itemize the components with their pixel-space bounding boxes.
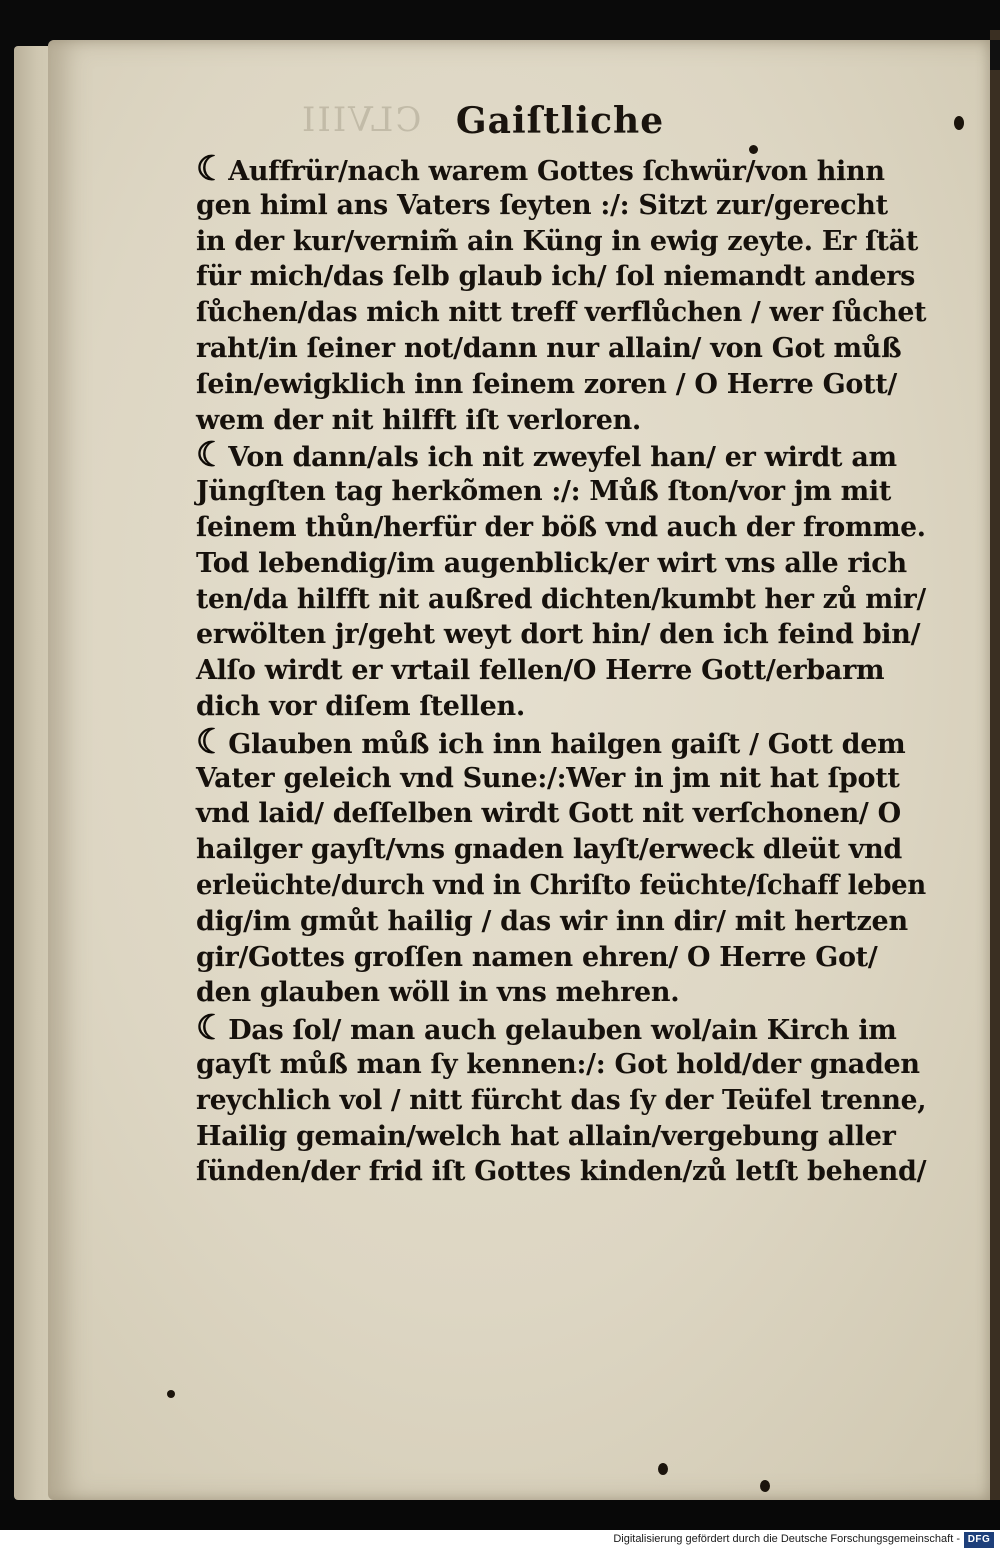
text-line — [196, 1047, 926, 1083]
footer-bar — [0, 1530, 1000, 1551]
text-line — [196, 403, 926, 439]
text-line — [196, 367, 926, 403]
text-line — [196, 224, 926, 260]
text-block — [196, 149, 927, 1190]
text-line — [196, 474, 926, 510]
text-line-content: Von dann/als ich nit zweyfel han/ er wirdt am — [228, 442, 897, 474]
ink-speck — [954, 116, 964, 130]
text-line-content: gir/Gottes groſſen namen ehren/ O Herre Got/ — [196, 941, 878, 973]
funding-credit: Digitalisierung gefördert durch die Deutsche Forschungsgemeinschaft - — [613, 1533, 960, 1545]
text-line — [196, 259, 926, 295]
edge-marker — [990, 40, 1000, 70]
running-head: Gaiſtliche — [455, 100, 665, 142]
text-line-content: ſünden/der frid iſt Gottes kinden/zů letſt behend/ — [196, 1156, 927, 1188]
text-line-content: Das ſol/ man auch gelauben wol/ain Kirch im — [228, 1015, 897, 1047]
text-line-content: erwölten jr/geht weyt dort hin/ den ich feind bin/ — [196, 619, 921, 651]
text-line — [196, 1154, 926, 1190]
text-line-content: dig/im gmůt hailig / das wir inn dir/ mit hertzen — [196, 905, 908, 937]
text-line — [196, 721, 926, 762]
text-line — [196, 1119, 926, 1155]
text-line-content: dich vor diſem ſtellen. — [196, 690, 525, 722]
text-line — [196, 940, 926, 976]
ink-speck — [749, 145, 758, 154]
text-line-content: Vater geleich vnd Sune:/:Wer in jm nit hat ſpott — [196, 762, 900, 794]
text-line-content: ſein/ewigklich inn ſeinem zoren / O Herre Gott/ — [196, 368, 897, 400]
text-line — [196, 868, 926, 904]
text-line — [196, 617, 926, 653]
text-line-content: reychlich vol / nitt fürcht das ſy der Teüfel trenne, — [196, 1084, 927, 1116]
text-line-content: Hailig gemain/welch hat allain/vergebung aller — [196, 1120, 896, 1152]
text-line-content: gayſt můß man ſy kennen:/: Got hold/der gnaden — [196, 1048, 920, 1080]
text-line-content: gen himl ans Vaters ſeyten :/: Sitzt zur/gerecht — [196, 189, 888, 221]
ink-speck — [760, 1480, 770, 1492]
text-line-content: raht/in ſeiner not/dann nur allain/ von Got můß — [196, 332, 902, 364]
text-line — [196, 975, 926, 1011]
text-line-content: Glauben můß ich inn hailgen gaiſt / Gott dem — [228, 728, 906, 760]
text-line — [196, 188, 926, 224]
text-line — [196, 149, 926, 189]
page-bottom-shadow — [0, 1500, 1000, 1530]
text-line-content: Tod lebendig/im augenblick/er wirt vns alle rich — [196, 547, 907, 579]
text-line-content: vnd laid/ deſſelben wirdt Gott nit verſchonen/ O — [196, 798, 901, 830]
bleed-through-folio: CLVIII — [300, 100, 422, 140]
text-line-content: hailger gayſt/vns gnaden layſt/erweck dleüt vnd — [196, 834, 903, 866]
text-line — [196, 796, 926, 832]
text-line — [196, 435, 926, 476]
text-line — [196, 546, 926, 582]
paragraph-mark-icon: ☾ — [196, 149, 227, 189]
text-line-content: erleüchte/durch vnd in Chriſto feüchte/ſchaff leben — [196, 869, 926, 901]
text-line — [196, 1083, 927, 1119]
text-line-content: wem der nit hilfft iſt verloren. — [196, 404, 642, 436]
text-line-content: Jüngſten tag herkõmen :/: Můß ſton/vor jm mit — [196, 476, 892, 508]
paragraph-mark-icon: ☾ — [196, 1008, 227, 1049]
text-line-content: den glauben wöll in vns mehren. — [196, 977, 680, 1009]
paragraph-mark-icon: ☾ — [196, 435, 227, 476]
ink-speck — [167, 1390, 175, 1398]
text-line — [196, 904, 926, 940]
text-line — [196, 331, 926, 367]
text-line-content: in der kur/vernim̃ ain Küng in ewig zeyte. Er ſtät — [196, 225, 918, 257]
text-line — [196, 689, 926, 725]
text-line-content: ten/da hilfft nit außred dichten/kumbt her zů mir/ — [196, 583, 926, 615]
text-line — [196, 761, 926, 797]
dfg-logo-icon: DFG — [964, 1532, 994, 1548]
right-page-edge — [990, 30, 1000, 1530]
text-line — [196, 1008, 926, 1049]
ink-speck — [658, 1463, 668, 1475]
text-line-content: Auffrür/nach warem Gottes ſchwür/von hinn — [228, 156, 885, 187]
text-line-content: ſeinem thůn/herfür der böß vnd auch der fromme. — [196, 511, 926, 543]
text-line-content: für mich/das ſelb glaub ich/ ſol niemandt anders — [196, 261, 916, 293]
text-line — [196, 582, 926, 618]
text-line — [196, 653, 926, 689]
text-line-content: Alſo wirdt er vrtail fellen/O Herre Gott/erbarm — [196, 655, 885, 687]
text-line — [196, 832, 926, 868]
text-line-content: ſůchen/das mich nitt treff verflůchen / wer ſůchet — [196, 297, 927, 329]
text-line — [196, 510, 926, 546]
paragraph-mark-icon: ☾ — [196, 721, 227, 762]
text-line — [196, 295, 927, 331]
